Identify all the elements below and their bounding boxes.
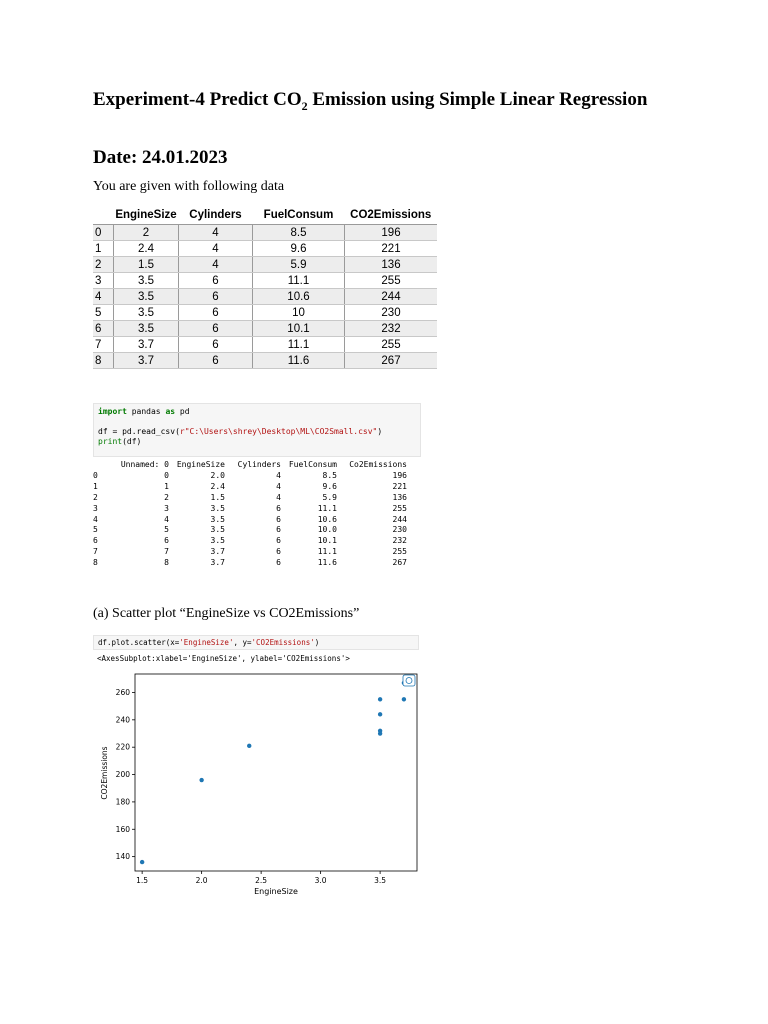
x-tick-label: 2.5 (255, 876, 268, 885)
output-row (93, 558, 407, 569)
table-cell: 1.5 (114, 257, 179, 273)
table-header-cell (93, 206, 114, 225)
x-tick-label: 3.5 (374, 876, 387, 885)
table-row (93, 321, 437, 337)
output-cell: 6 (276, 547, 281, 557)
table-cell: 267 (345, 353, 438, 369)
code-cell-read-csv[interactable]: import pandas as pd df = pd.read_csv(r"C:\Users\shrey\Desktop\ML\CO2Small.csv") print(df) (93, 403, 421, 457)
output-cell: 6 (276, 536, 281, 546)
table-cell: 3.5 (114, 273, 179, 289)
output-cell: 4 (276, 470, 281, 480)
scatter-point (378, 712, 382, 716)
output-cell: 3.5 (210, 536, 225, 546)
table-cell: 4 (93, 289, 114, 305)
y-tick-label: 140 (115, 852, 130, 862)
output-cell: 11.1 (317, 547, 337, 557)
output-cell: 4 (276, 492, 281, 502)
table-cell: 244 (345, 289, 438, 305)
output-header-cell: FuelConsum (288, 460, 337, 469)
table-cell: 4 (179, 241, 253, 257)
output-cell: 196 (392, 470, 407, 480)
output-cell: 5.9 (322, 492, 337, 502)
output-header-cell: Co2Emissions (349, 460, 407, 469)
output-cell: 6 (93, 536, 98, 546)
table-cell: 232 (345, 321, 438, 337)
table-cell: 3.7 (114, 337, 179, 353)
table-cell: 10 (253, 305, 345, 321)
output-cell: 10.1 (317, 536, 337, 546)
y-tick-label: 220 (115, 742, 130, 752)
output-cell: 8.5 (322, 470, 337, 480)
y-tick-label: 240 (115, 715, 130, 725)
table-row (93, 305, 437, 321)
table-cell: 0 (93, 225, 114, 241)
output-cell: 9.6 (322, 481, 337, 491)
output-cell: 6 (164, 536, 169, 546)
table-cell: 2 (114, 225, 179, 241)
table-cell: 3 (93, 273, 114, 289)
table-cell: 5.9 (253, 257, 345, 273)
table-header-cell: Cylinders (179, 206, 253, 225)
table-row (93, 257, 437, 273)
table-header-cell: FuelConsum (253, 206, 345, 225)
intro-text: You are given with following data (93, 179, 285, 194)
output-cell: 6 (276, 558, 281, 568)
table-cell: 3.5 (114, 289, 179, 305)
output-cell: 6 (276, 525, 281, 535)
scatter-point (247, 744, 251, 748)
section-a-heading: (a) Scatter plot “EngineSize vs CO2Emissions” (93, 606, 360, 621)
output-cell: 0 (93, 470, 98, 480)
table-cell: 2 (93, 257, 114, 273)
output-row (93, 471, 407, 482)
x-axis-label: EngineSize (254, 887, 298, 896)
table-cell: 6 (179, 353, 253, 369)
page-title: Experiment-4 Predict $CO_2$ Emission using Simple Linear Regression (93, 89, 648, 113)
table-cell: 6 (93, 321, 114, 337)
output-cell: 221 (392, 481, 407, 491)
output-cell: 230 (392, 525, 407, 535)
table-row (93, 273, 437, 289)
output-cell: 4 (93, 514, 98, 524)
output-cell: 2 (93, 492, 98, 502)
output-cell: 5 (164, 525, 169, 535)
table-row (93, 337, 437, 353)
output-cell: 7 (93, 547, 98, 557)
output-cell: 2.4 (210, 481, 225, 491)
output-cell: 1 (164, 481, 169, 491)
table-cell: 7 (93, 337, 114, 353)
output-cell: 7 (164, 547, 169, 557)
y-tick-label: 180 (115, 797, 130, 807)
table-cell: 196 (345, 225, 438, 241)
table-cell: 6 (179, 321, 253, 337)
output-cell: 11.6 (317, 558, 337, 568)
y-tick-label: 200 (115, 770, 130, 780)
x-tick-label: 2.0 (195, 876, 208, 885)
table-cell: 8 (93, 353, 114, 369)
output-row (93, 515, 407, 526)
table-cell: 3.5 (114, 321, 179, 337)
table-row (93, 241, 437, 257)
table-cell: 3.7 (114, 353, 179, 369)
output-cell: 232 (392, 536, 407, 546)
output-cell: 6 (276, 503, 281, 513)
table-cell: 255 (345, 337, 438, 353)
date-heading: Date: 24.01.2023 (93, 147, 228, 168)
plot-frame (135, 674, 417, 871)
output-cell: 8 (93, 558, 98, 568)
table-cell: 11.1 (253, 337, 345, 353)
output-cell: 6 (276, 514, 281, 524)
scatter-point (140, 860, 144, 864)
dataframe-output (93, 460, 407, 569)
output-cell: 4 (276, 481, 281, 491)
table-cell: 221 (345, 241, 438, 257)
scatter-point (378, 729, 382, 733)
output-cell: 3.5 (210, 503, 225, 513)
output-header-cell: EngineSize (176, 460, 225, 469)
table-header-cell: EngineSize (114, 206, 179, 225)
output-cell: 10.6 (317, 514, 337, 524)
output-cell: 136 (392, 492, 407, 502)
x-tick-label: 3.0 (314, 876, 327, 885)
output-cell: 267 (392, 558, 407, 568)
output-cell: 2 (164, 492, 169, 502)
output-cell: 4 (164, 514, 169, 524)
scatter-chart (93, 665, 433, 905)
table-cell: 230 (345, 305, 438, 321)
table-cell: 11.6 (253, 353, 345, 369)
table-cell: 1 (93, 241, 114, 257)
scatter-point (199, 778, 203, 782)
table-cell: 6 (179, 273, 253, 289)
output-cell: 3.5 (210, 525, 225, 535)
table-row (93, 225, 437, 241)
table-cell: 4 (179, 257, 253, 273)
output-cell: 1.5 (210, 492, 225, 502)
table-cell: 4 (179, 225, 253, 241)
output-row (93, 536, 407, 547)
output-header-cell (93, 460, 113, 471)
output-cell: 3.7 (210, 547, 225, 557)
output-row (93, 482, 407, 493)
table-cell: 6 (179, 289, 253, 305)
table-cell: 5 (93, 305, 114, 321)
output-cell: 11.1 (317, 503, 337, 513)
output-header-cell: Cylinders (237, 460, 281, 469)
output-cell: 255 (392, 503, 407, 513)
scatter-point (402, 697, 406, 701)
table-cell: 6 (179, 305, 253, 321)
output-cell: 3.5 (210, 514, 225, 524)
x-tick-label: 1.5 (136, 876, 149, 885)
output-row (93, 504, 407, 515)
table-cell: 136 (345, 257, 438, 273)
output-cell: 3.7 (210, 558, 225, 568)
table-row (93, 289, 437, 305)
table-cell: 10.1 (253, 321, 345, 337)
code-cell-scatter[interactable]: df.plot.scatter(x='EngineSize', y='CO2Emissions') (93, 635, 419, 650)
axes-output: <AxesSubplot:xlabel='EngineSize', ylabel='CO2Emissions'> (97, 654, 350, 663)
table-cell: 3.5 (114, 305, 179, 321)
output-header-cell: Unnamed: 0 (120, 460, 169, 469)
output-row (93, 525, 407, 536)
table-cell: 6 (179, 337, 253, 353)
table-row (93, 353, 437, 369)
output-cell: 0 (164, 470, 169, 480)
table-cell: 11.1 (253, 273, 345, 289)
table-cell: 8.5 (253, 225, 345, 241)
data-table (93, 206, 437, 369)
output-cell: 1 (93, 481, 98, 491)
expand-icon[interactable] (403, 675, 415, 686)
output-cell: 244 (392, 514, 407, 524)
output-cell: 8 (164, 558, 169, 568)
table-header-cell: CO2Emissions (345, 206, 438, 225)
output-cell: 255 (392, 547, 407, 557)
y-axis-label: CO2Emissions (100, 746, 109, 800)
y-tick-label: 260 (115, 687, 130, 697)
scatter-point (378, 697, 382, 701)
table-cell: 2.4 (114, 241, 179, 257)
output-cell: 3 (164, 503, 169, 513)
table-cell: 9.6 (253, 241, 345, 257)
output-row (93, 547, 407, 558)
table-cell: 10.6 (253, 289, 345, 305)
output-row (93, 493, 407, 504)
output-cell: 3 (93, 503, 98, 513)
y-tick-label: 160 (115, 824, 130, 834)
table-cell: 255 (345, 273, 438, 289)
output-cell: 2.0 (210, 470, 225, 480)
output-cell: 5 (93, 525, 98, 535)
output-cell: 10.0 (317, 525, 337, 535)
